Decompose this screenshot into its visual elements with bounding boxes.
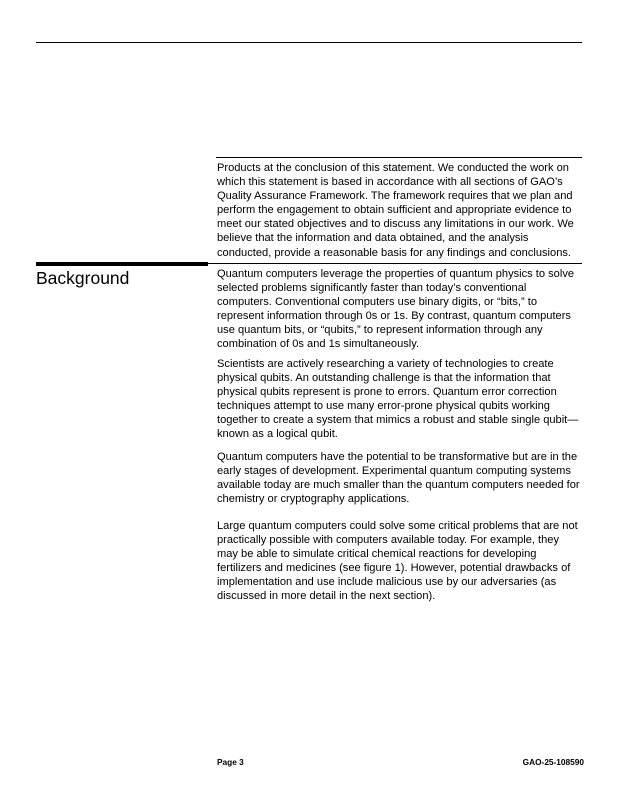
background-paragraph-3: Quantum computers have the potential to be transformative but are in the early stages of development. Experimental quantum computing systems available today are much smaller than the quantum computers needed for chemistry or cryptography applications. [217, 451, 580, 506]
top-divider [36, 42, 582, 43]
background-heading: Background [36, 268, 130, 288]
background-paragraph-1: Quantum computers leverage the properties of quantum physics to solve selected problems significantly faster than today’s conventional computers. Conventional computers use binary digits, or “bits,” to represent information through 0s or 1s. By contrast, quantum computers use quantum bits, or “qubits,” to represent information through any combination of 0s and 1s simultaneously. [217, 268, 575, 351]
report-number: GAO-25-108590 [522, 757, 584, 767]
section-divider [216, 157, 582, 158]
background-heading-rule [36, 262, 208, 266]
page-number: Page 3 [217, 757, 244, 767]
background-paragraph-4: Large quantum computers could solve some critical problems that are not practically possible with computers available today. For example, they may be able to simulate critical chemical reactions for developing fertilizers and medicines (see figure 1). However, potential drawbacks of implementation and use include malicious use by our adversaries (as discussed in more detail in the next section). [217, 520, 578, 603]
background-paragraph-2: Scientists are actively researching a variety of technologies to create physical qubits. An outstanding challenge is that the information that physical qubits represent is prone to errors. Quantum error correction techniques attempt to use many error-prone physical qubits working together to create a system that mimics a robust and stable single qubit—known as a logical qubit. [217, 358, 579, 441]
background-section-rule [208, 263, 582, 264]
intro-paragraph: Products at the conclusion of this statement. We conducted the work on which this statement is based in accordance with all sections of GAO’s Quality Assurance Framework. The framework requires that we plan and perform the engagement to obtain sufficient and appropriate evidence to meet our stated objectives and to discuss any limitations in our work. We believe that the information and data obtained, and the analysis conducted, provide a reasonable basis for any findings and conclusions. [217, 162, 574, 259]
